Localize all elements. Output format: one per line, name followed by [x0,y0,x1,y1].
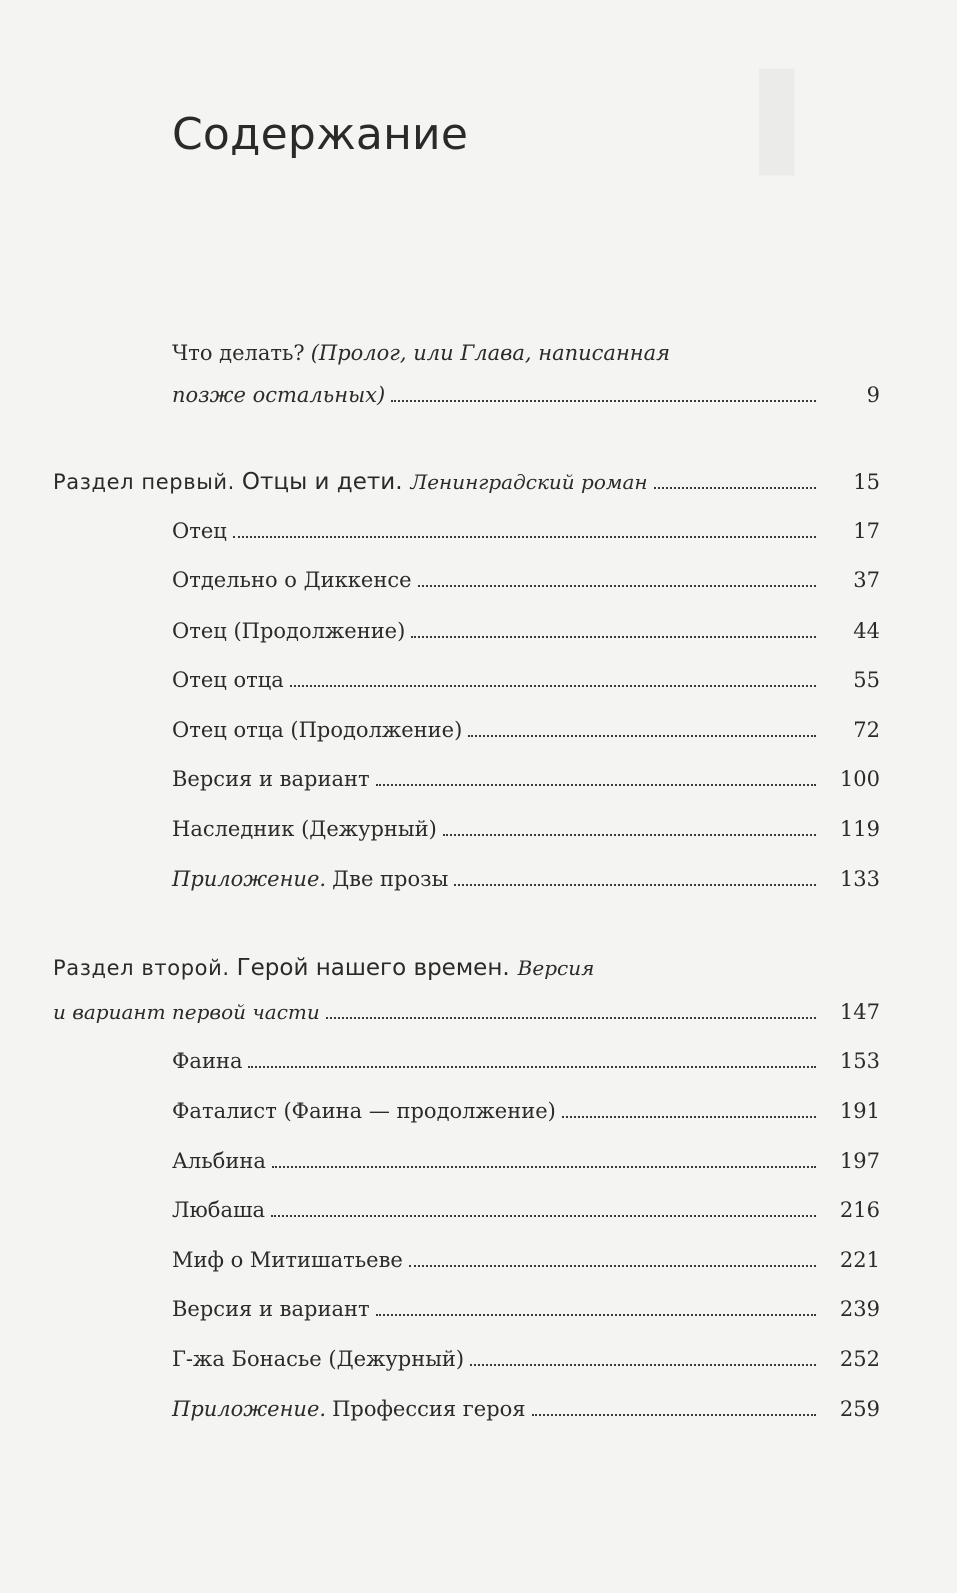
leader-dots [468,735,816,737]
toc-entry [172,619,880,653]
entry-title: Версия и вариант [172,767,370,791]
section-heading-1 [53,469,880,503]
page-number: 100 [839,767,880,791]
leader-dots [411,636,816,638]
page-number: 9 [866,383,880,407]
entry-title: Фаталист (Фаина — продолжение) [172,1099,556,1123]
entry-title: Отдельно о Диккенсе [172,568,412,592]
toc-entry-prologue-line1 [172,341,880,375]
entry-title: Г-жа Бонасье (Дежурный) [172,1347,465,1371]
leader-dots [409,1265,816,1267]
entry-title: Что делать? [172,341,305,365]
toc-entry [172,1297,880,1331]
section-title: Герой нашего времен. [236,955,510,981]
leader-dots [248,1066,816,1068]
leader-dots [326,1017,816,1019]
entry-title: Альбина [172,1149,266,1173]
toc-entry-prologue-line2 [172,383,880,417]
page-number: 55 [853,668,880,692]
section-label: Раздел первый. [53,470,235,494]
toc-entry [172,767,880,801]
leader-dots [562,1116,816,1118]
entry-title: Версия и вариант [172,1297,370,1321]
page-number: 133 [839,867,880,891]
page-number: 44 [853,619,880,643]
toc-entry [172,668,880,702]
toc-entry [172,718,880,752]
entry-subtitle: (Пролог, или Глава, написанная [310,341,671,365]
leader-dots [290,685,816,687]
toc-entry [172,519,880,553]
page-number: 72 [853,718,880,742]
entry-subtitle: позже остальных) [172,383,386,407]
page-number: 147 [839,1000,880,1024]
leader-dots [271,1215,816,1217]
page-number: 119 [839,817,880,841]
entry-title: Отец (Продолжение) [172,619,406,643]
page-title: Содержание [172,109,469,161]
toc-entry [172,1099,880,1133]
entry-title: Миф о Митишатьеве [172,1248,403,1272]
toc-entry [172,1347,880,1381]
leader-dots [454,884,816,886]
leader-dots [532,1414,816,1416]
page-number: 221 [839,1248,880,1272]
leader-dots [391,400,816,402]
entry-title: Наследник (Дежурный) [172,817,437,841]
entry-title: Две прозы [332,867,449,891]
page-number: 252 [839,1347,880,1371]
leader-dots [470,1364,816,1366]
leader-dots [418,585,816,587]
leader-dots [443,834,816,836]
leader-dots [233,536,816,538]
page-number: 239 [839,1297,880,1321]
leader-dots [376,784,816,786]
page-number: 216 [839,1198,880,1222]
section-title: Отцы и дети. [241,469,403,495]
toc-entry [172,1397,880,1431]
show-through-shadow [760,70,829,175]
entry-title: Отец [172,519,227,543]
toc-entry [172,1248,880,1282]
toc-entry [172,1198,880,1232]
page-number: 197 [839,1149,880,1173]
entry-prefix: Приложение. [172,1397,327,1421]
entry-title: Фаина [172,1049,243,1073]
leader-dots [272,1166,816,1168]
page-number: 15 [853,470,880,494]
page-number: 259 [839,1397,880,1421]
toc-entry [172,568,880,602]
entry-title: Любаша [172,1198,266,1222]
section-heading-2-line1 [53,955,880,989]
leader-dots [376,1314,816,1316]
section-subtitle: и вариант первой части [53,1000,320,1024]
page-number: 37 [853,568,880,592]
section-heading-2-line2 [53,1000,880,1034]
section-subtitle: Версия [517,956,595,980]
entry-title: Отец отца (Продолжение) [172,718,463,742]
entry-title: Отец отца [172,668,284,692]
toc-entry [172,817,880,851]
toc-entry [172,1049,880,1083]
page-number: 191 [839,1099,880,1123]
section-label: Раздел второй. [53,956,230,980]
section-subtitle: Ленинградский роман [410,470,648,494]
page-number: 153 [839,1049,880,1073]
page-number: 17 [853,519,880,543]
entry-prefix: Приложение. [172,867,327,891]
toc-entry [172,867,880,901]
leader-dots [654,487,816,489]
toc-entry [172,1149,880,1183]
entry-title: Профессия героя [332,1397,526,1421]
